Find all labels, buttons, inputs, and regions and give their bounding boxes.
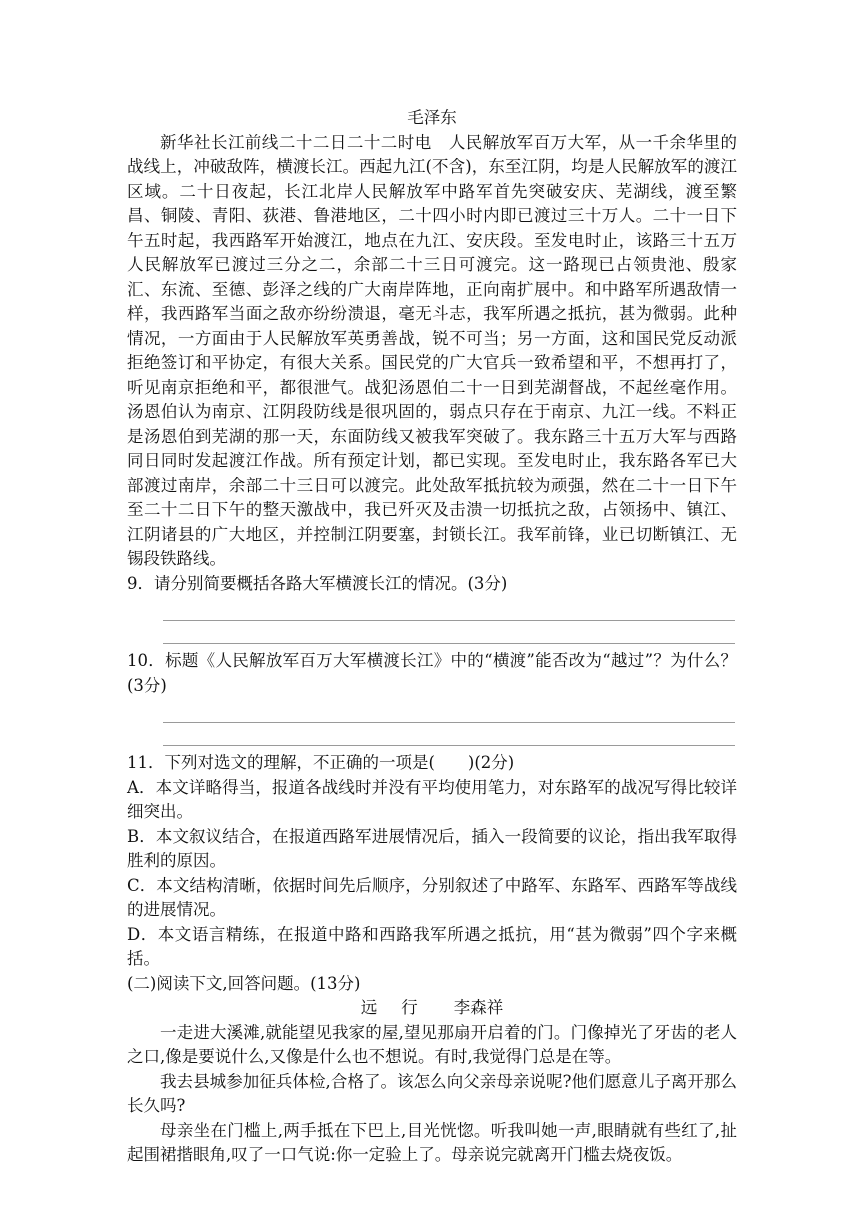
answer-line-10a[interactable] bbox=[163, 700, 735, 723]
story-paragraph-2: 我去县城参加征兵体检,合格了。该怎么向父亲母亲说呢?他们愿意儿子离开那么长久吗? bbox=[127, 1071, 737, 1115]
story-title-char-2: 行 bbox=[401, 998, 418, 1017]
option-a: A．本文详略得当，报道各战线时并没有平均使用笔力，对东路军的战况写得比较详细突出。 bbox=[127, 777, 737, 821]
option-d: D．本文语言精练，在报道中路和西路我军所遇之抵抗，用“甚为微弱”四个字来概括。 bbox=[127, 924, 737, 968]
question-9: 9．请分别简要概括各路大军横渡长江的情况。(3分) bbox=[127, 573, 508, 593]
answer-line-9a[interactable] bbox=[163, 598, 735, 621]
question-11: 11．下列对选文的理解，不正确的一项是( )(2分) bbox=[127, 753, 515, 772]
story-title-char-1: 远 bbox=[360, 998, 378, 1017]
article-body: 新华社长江前线二十二日二十二时电 人民解放军百万大军，从一千余华里的战线上，冲破敌阵，横渡长江。西起九江(不含)，东至江阴，均是人民解放军的渡江区域。二十日夜起，长江北岸人民解放军中路军首先突破安庆、芜湖线，渡至繁昌、铜陵、青阳、荻港、鲁港地区，二十四小时内即已渡过三十万人。二十一日下午五时起，我西路军开始渡江，地点在九江、安庆段。至发电时止，该路三十五万人民解放军已渡过三分之二，余部二十三日可渡完。这一路现已占领贵池、殷家汇、东流、至德、彭泽之线的广大南岸阵地，正向南扩展中。和中路军所遇敌情一样，我西路军当面之敌亦纷纷溃退，毫无斗志，我军所遇之抵抗，甚为微弱。此种情况，一方面由于人民解放军英勇善战，锐不可当；另一方面，这和国民党反动派拒绝签订和平协定，有很大关系。国民党的广大官兵一致希望和平，不想再打了，听见南京拒绝和平，都很泄气。战犯汤恩伯二十一日到芜湖督战，不起丝毫作用。汤恩伯认为南京、江阴段防线是很巩固的，弱点只存在于南京、九江一线。不料正是汤恩伯到芜湖的那一天，东面防线又被我军突破了。我东路三十五万大军与西路同日同时发起渡江作战。所有预定计划，都已实现。至发电时止，我东路各军已大部渡过南岸，余部二十三日可以渡完。此处敌军抵抗较为顽强，然在二十一日下午至二十二日下午的整天激战中，我已歼灭及击溃一切抵抗之敌，占领扬中、镇江、江阴诸县的广大地区，并控制江阴要塞，封锁长江。我军前锋，业已切断镇江、无锡段铁路线。 bbox=[127, 132, 737, 568]
option-c: C．本文结构清晰，依据时间先后顺序，分别叙述了中路军、东路军、西路军等战线的进展情况。 bbox=[127, 875, 737, 919]
document-content bbox=[127, 106, 737, 1168]
answer-line-9b[interactable] bbox=[163, 621, 735, 644]
story-author: 李森祥 bbox=[453, 998, 504, 1017]
article-author: 毛泽东 bbox=[407, 108, 457, 127]
story-title-line bbox=[127, 996, 737, 1021]
option-b: B．本文叙议结合，在报道西路军进展情况后，插入一段简要的议论，指出我军取得胜利的原因。 bbox=[127, 826, 737, 870]
answer-line-10b[interactable] bbox=[163, 723, 735, 746]
story-paragraph-1: 一走进大溪滩,就能望见我家的屋,望见那扇开启着的门。门像掉光了牙齿的老人之口,像是要说什么,又像是什么也不想说。有时,我觉得门总是在等。 bbox=[127, 1022, 737, 1066]
story-paragraph-3: 母亲坐在门槛上,两手抵在下巴上,目光恍惚。听我叫她一声,眼睛就有些红了,扯起围裙揩眼角,叹了一口气说:你一定验上了。母亲说完就离开门槛去烧夜饭。 bbox=[127, 1120, 737, 1164]
question-10: 10．标题《人民解放军百万大军横渡长江》中的“横渡”能否改为“越过”？为什么？(3分) bbox=[127, 651, 737, 695]
section-2-heading: (二)阅读下文,回答问题。(13分) bbox=[127, 973, 361, 993]
